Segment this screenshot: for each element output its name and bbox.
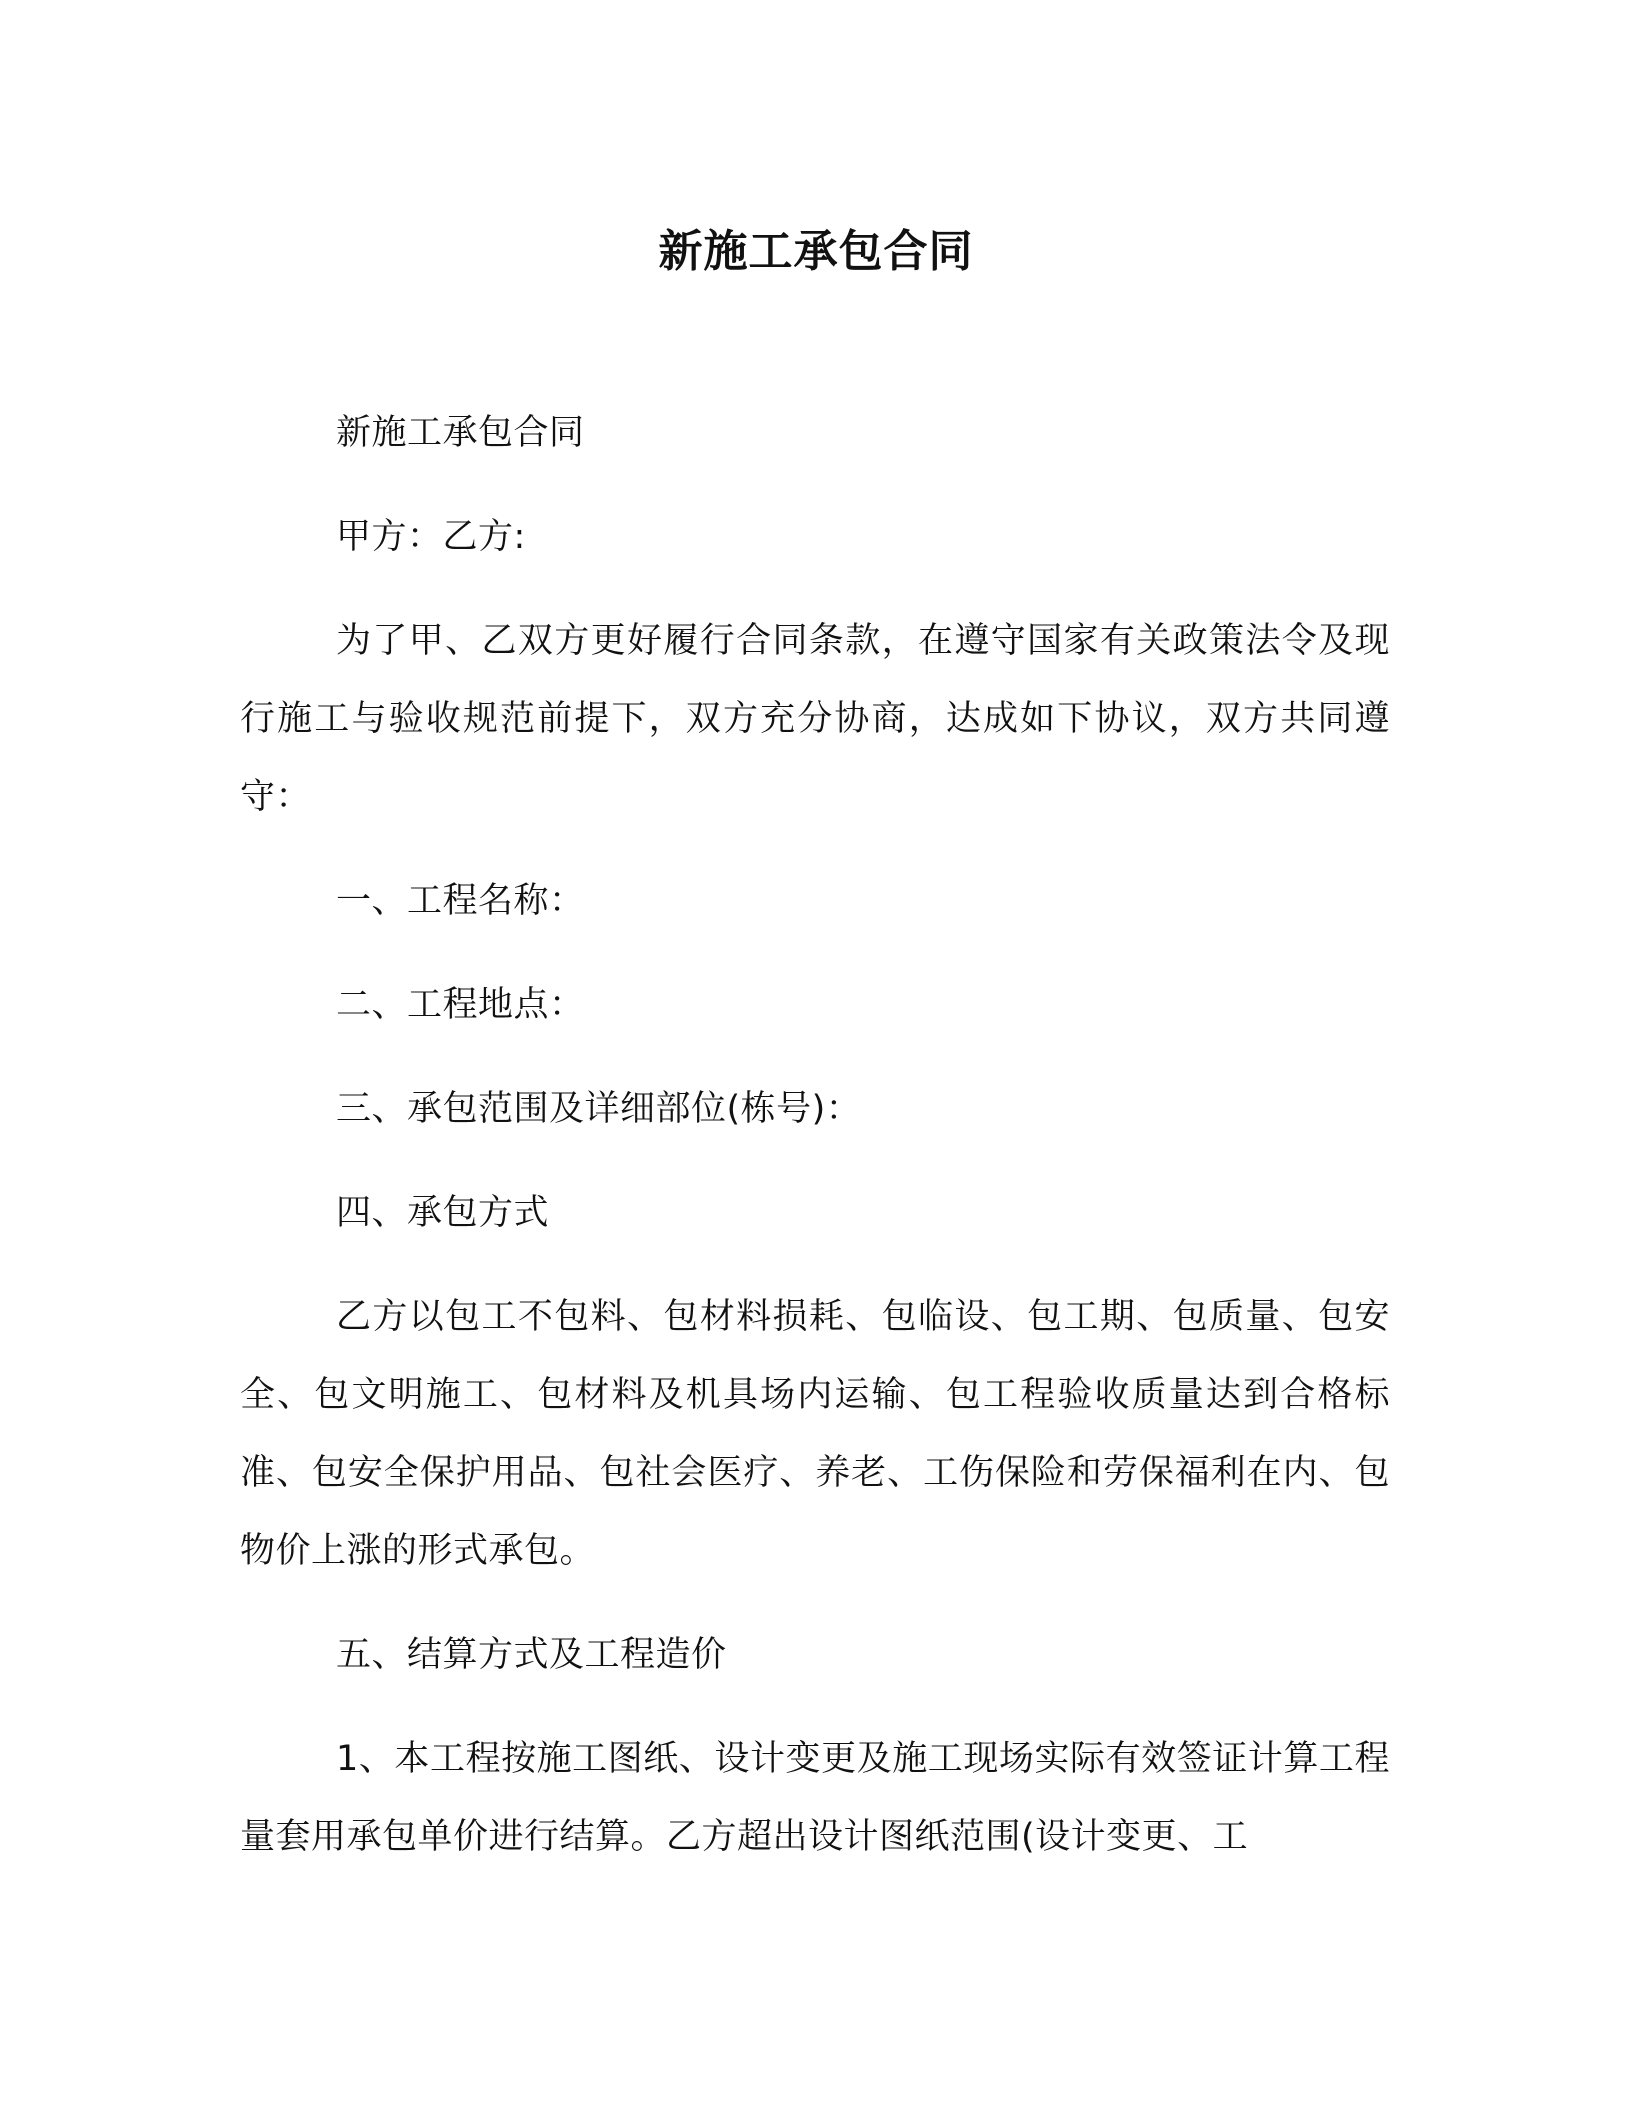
parties-line: 甲方：乙方: xyxy=(336,517,526,557)
contract-method-paragraph: 乙方以包工不包料、包材料损耗、包临设、包工期、包质量、包安全、包文明施工、包材料及机具场内运输、包工程验收质量达到合格标准、包安全保护用品、包社会医疗、养老、工伤保险和劳保福利在内、包物价上涨的形式承包。 xyxy=(240,1297,1390,1571)
contract-method-heading: 四、承包方式 xyxy=(336,1193,550,1233)
settlement-clause-1: 1、本工程按施工图纸、设计变更及施工现场实际有效签证计算工程量套用承包单价进行结算。乙方超出设计图纸范围(设计变更、工 xyxy=(240,1739,1390,1857)
body-heading: 新施工承包合同 xyxy=(336,413,585,453)
settlement-heading: 五、结算方式及工程造价 xyxy=(336,1635,727,1675)
document-title: 新施工承包合同 xyxy=(658,226,974,277)
document-body xyxy=(240,394,1390,1876)
preamble-paragraph: 为了甲、乙双方更好履行合同条款，在遵守国家有关政策法令及现行施工与验收规范前提下，双方充分协商，达成如下协议，双方共同遵守： xyxy=(240,621,1390,817)
project-location-line: 二、工程地点： xyxy=(336,985,585,1025)
project-name-line: 一、工程名称： xyxy=(336,881,585,921)
contract-scope-line: 三、承包范围及详细部位(栋号)： xyxy=(336,1089,862,1129)
